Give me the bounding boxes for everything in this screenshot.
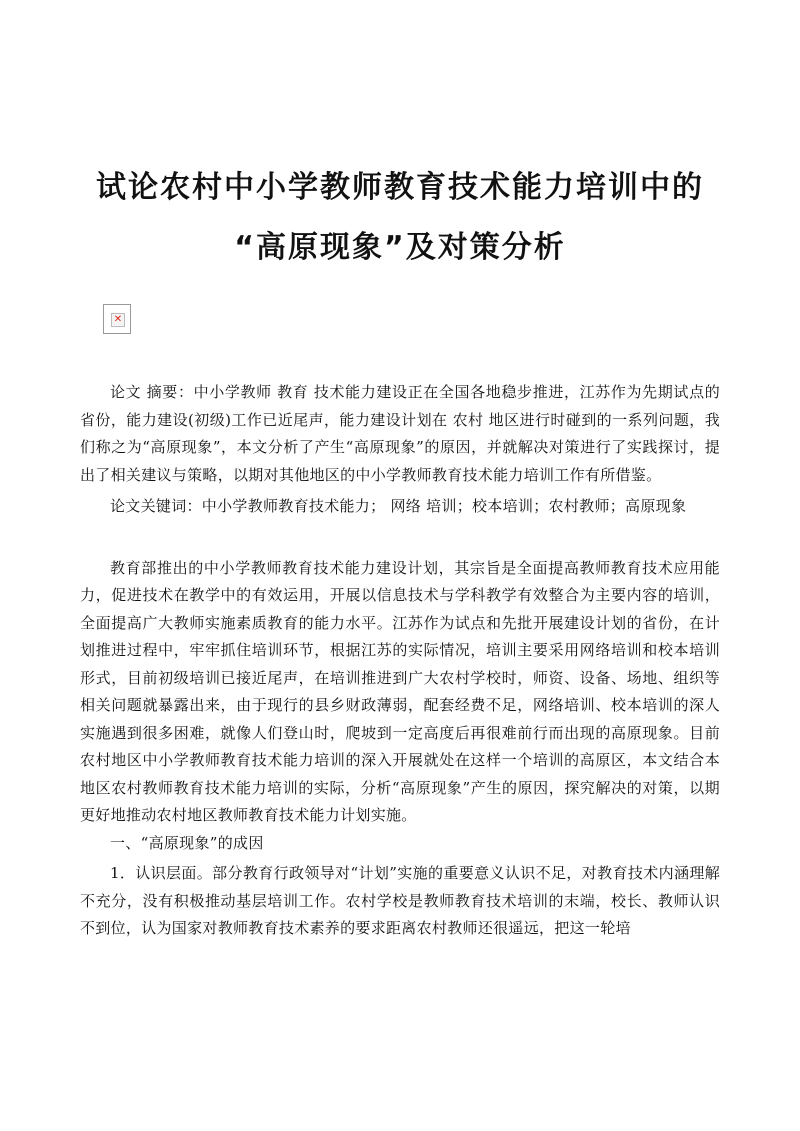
broken-image-x-icon: ✕ xyxy=(111,313,125,327)
keywords-paragraph: 论文关键词：中小学教师教育技术能力； 网络 培训；校本培训；农村教师；高原现象 xyxy=(110,497,687,515)
document-body xyxy=(80,379,720,943)
document-title-line-2: “高原现象”及对策分析 xyxy=(234,230,566,265)
section-1-heading: 一、“高原现象”的成因 xyxy=(110,833,264,852)
broken-image-icon xyxy=(103,304,131,334)
intro-paragraph: 教育部推出的中小学教师教育技术能力建设计划，其宗旨是全面提高教师教育技术应用能力，促进技术在教学中的有效运用，开展以信息技术与学科教学有效整合为主要内容的培训，全面提高广大教师实施素质教育的能力水平。江苏作为试点和先批开展建设计划的省份，在计划推进过程中，牢牢抓住培训环节，根据江苏的实际情况，培训主要采用网络培训和校本培训形式，目前初级培训已接近尾声，在培训推进到广大农村学校时，师资、设备、场地、组织等相关问题就暴露出来，由于现行的县乡财政薄弱，配套经费不足，网络培训、校本培训的深人实施遇到很多困难，就像人们登山时，爬坡到一定高度后再很难前行而出现的高原现象。目前农村地区中小学教师教育技术能力培训的深入开展就处在这样一个培训的高原区，本文结合本地区农村教师教育技术能力培训的实际，分析“高原现象”产生的原因，探究解决的对策，以期更好地推动农村地区教师教育技术能力计划实施。 xyxy=(80,558,720,824)
document-title-line-1: 试论农村中小学教师教育技术能力培训中的 xyxy=(96,170,704,205)
abstract-paragraph: 论文 摘要：中小学教师 教育 技术能力建设正在全国各地稳步推进，江苏作为先期试点的省份，能力建设(初级)工作已近尾声，能力建设计划在 农村 地区进行时碰到的一系列问题，我们称之为“高原现象”，本文分析了产生“高原现象”的原因，并就解决对策进行了实践探讨，提出了相关建议与策略，以期对其他地区的中小学教师教育技术能力培训工作有所借鉴。 xyxy=(80,383,720,484)
section-1-item-1: 1．认识层面。部分教育行政领导对“计划”实施的重要意义认识不足，对教育技术内涵理解不充分，没有积极推动基层培训工作。农村学校是教师教育技术培训的末端，校长、教师认识不到位，认为国家对教师教育技术素养的要求距离农村教师还很遥远，把这一轮培 xyxy=(80,864,720,937)
